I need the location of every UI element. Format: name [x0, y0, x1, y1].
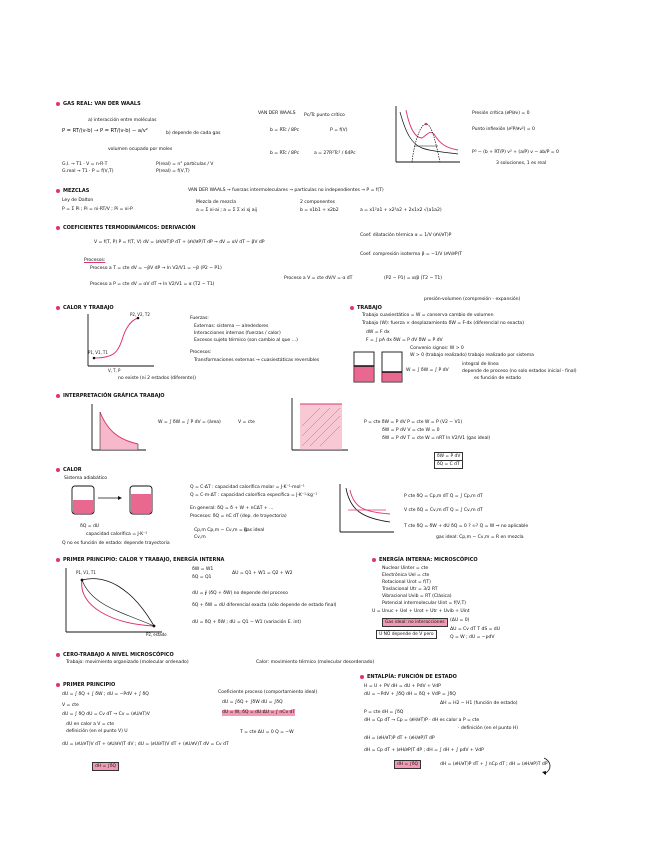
bullet-icon	[372, 558, 376, 562]
calor-l6: Cv,m	[194, 535, 206, 540]
section-title-gas-real: GAS REAL: VAN DER WAALS	[56, 101, 141, 107]
vdw-eq2: a = 27R²Tc² / 64Pc	[314, 151, 356, 156]
bullet-icon	[56, 468, 60, 472]
coef-l3: Coef. compresión isoterma β = −1/V (∂V/∂P)T	[360, 252, 462, 257]
ei-r5: Vibracional Uvib = RT (Clásica)	[382, 594, 452, 599]
f-title: Fuerzas:	[190, 316, 209, 321]
ei-r7: U = Unuc + Uel + Urot + Utr + Uvib + Uint	[372, 609, 470, 614]
mezclas-l2: P = Σ Pi ; Pi = ni·RT/V ; Pi = xi·P	[62, 207, 133, 212]
g-label2: P2, V2, T2	[130, 312, 150, 317]
mezclas-mid4: 2 componentes	[300, 200, 335, 205]
vdw-eq1b: b = RTc / 8Pc	[270, 151, 300, 156]
f2: Interacciones internas (fuerzas / calor)	[194, 331, 281, 336]
primer-e2: δQ = Q1	[192, 575, 212, 580]
ent-r3: ΔH = H2 − H1 (función de estado)	[440, 701, 518, 706]
mezclas-mid2: Mezcla de mezcla	[196, 200, 237, 205]
bullet-icon	[56, 306, 60, 310]
vdw-pc: Pc/Tc punto crítico	[304, 113, 345, 118]
trabajo-l9: depende de proceso (no solo estados inicial - final)	[462, 369, 577, 374]
ent-r6: · definición (en el punto H)	[458, 726, 518, 731]
primer-e5: δQ + δW = dU diferencial exacta (sólo depende de estado final)	[192, 603, 337, 608]
trabajo-l2: Trabajo (W): fuerza × desplazamiento δW = F·dx (diferencial no exacta)	[362, 321, 524, 326]
ei-r9: (ΔU = 0)	[450, 618, 470, 623]
trabajo-l1b: presión-volumen (compresión - expansión)	[424, 297, 521, 302]
ent-l4: dU en calor a V = cte	[66, 722, 115, 727]
bullet-icon	[56, 558, 60, 562]
ent-r-box: dH = ∫δQ	[394, 760, 421, 769]
ent-r1: H = U + PV dH = dU + PdV + VdP	[364, 684, 441, 689]
interp-r2: δW = P dV V = cte W = 0	[382, 428, 440, 433]
section-title-primer: PRIMER PRINCIPIO: CALOR Y TRABAJO, ENERGÍA INTERNA	[56, 557, 224, 563]
section-title-energia-interna: ENERGÍA INTERNA: MICROSCÓPICO	[372, 557, 478, 563]
bullet-icon	[56, 683, 60, 687]
ent-m1: Coeficiente proceso (comportamiento ideal)	[218, 690, 318, 695]
trabajo-l6: W > 0 (trabajo realizado) trabajo realizado por sistema	[410, 353, 534, 358]
trabajo-l7: W = ∫ δW = ∫ P dV	[406, 368, 449, 373]
coef-l2: Coef. dilatación térmica α = 1/V (∂V/∂T)P	[360, 233, 452, 238]
ei-box: Gas ideal: no interacciones	[382, 618, 448, 627]
coef-l8: (P2 − P1) = α/β (T2 − T1)	[384, 276, 443, 281]
primer-e6: dU = δQ + δW ; dU = Q1 − W1 (variación E. int)	[192, 620, 301, 625]
trabajo-l10: es función de estado	[474, 376, 521, 381]
mezclas-mid5: b = x1b1 + x2b2	[300, 208, 339, 213]
state-gr: G.real → T1 · P = f(V,T)	[62, 169, 114, 174]
vdw-label: VAN DER WAALS	[258, 111, 296, 116]
coef-l5: Proceso a T = cte dV = −βV dP → ln V2/V1 = −β (P2 − P1)	[90, 266, 222, 271]
state-path-plot	[84, 312, 164, 374]
primer-e4: dU = ∮ (δQ + δW) no depende del proceso	[192, 591, 288, 596]
ent-l1: dU = ∫ δQ + ∫ δW ; dU = −PdV + ∫ δQ	[62, 692, 149, 697]
section-title-trabajo: TRABAJO	[350, 305, 382, 311]
calor-l10: Q no es función de estado: depende trayectoria	[62, 541, 170, 546]
coef-l6: Proceso a V = cte dV/V = α dT	[284, 276, 353, 281]
state-p2: P(real) = f(V,T)	[156, 169, 190, 174]
calor-l2: Q = C·m·ΔT : capacidad calorífica específica = J·K⁻¹·kg⁻¹	[190, 493, 317, 498]
ent-r5: dH = Cp dT → Cp = (∂H/∂T)P · dH es calor a P = cte	[364, 718, 480, 723]
ent-m4: T = cte ΔU = 0 Q = −W	[240, 730, 294, 735]
ei-r2: Electrónica Uel = cte	[382, 573, 430, 578]
calor-l7: gas ideal	[244, 528, 265, 533]
ent-m2: dU = ∫δQ + ∫δW dU = ∫δQ	[222, 700, 283, 705]
cero-l2: Calor: movimiento térmico (molecular desordenado)	[256, 660, 375, 665]
calor-g4: gas ideal: Cp,m − Cv,m = R en mezcla	[436, 535, 524, 540]
calor-l9: capacidad calorífica = J·K⁻¹	[86, 532, 148, 537]
right-eq3: P³ − (b + RT/P) v² + (a/P) v − ab/P = 0	[472, 150, 559, 155]
calor-l3: En general: δQ = δ + W + nCΔT + ...	[190, 506, 274, 511]
trabajo-l3: dW = F dx	[366, 330, 390, 335]
isotherm-plot	[392, 104, 462, 166]
right-eq1: Presión crítica (∂P/∂v) = 0	[472, 111, 530, 116]
trabajo-l5: Convenio signos: W > 0	[410, 346, 464, 351]
cycle-plot	[62, 566, 172, 640]
vdw-eq1: b = RTc / 8Pc	[270, 128, 300, 133]
calor-g3: T cte δQ = δW + dU δQ = 0 ? ∞? Q = W ⇒ no aplicable	[404, 524, 529, 529]
section-title-primer-2: PRIMER PRINCIPIO	[56, 682, 115, 688]
heat-process-plot	[336, 482, 396, 538]
heat-container-icon	[70, 482, 166, 522]
vdw-eq3: P = f(V)	[330, 128, 348, 133]
section-title-mezclas: MEZCLAS	[56, 188, 89, 194]
trabajo-l4: F = ∫ pA dx δW = P dV δW = P dV	[366, 338, 443, 343]
eq-note-b: b) depende de cada gas	[166, 131, 221, 136]
section-title-calor-trabajo: CALOR Y TRABAJO	[56, 305, 114, 311]
interp-box2: δQ = C dT	[434, 460, 463, 469]
bullet-icon	[56, 226, 60, 230]
mezclas-l1: Ley de Dalton	[62, 198, 94, 203]
interp-r3: δW = P dV T = cte W = nRT ln V2/V1 (gas ideal)	[382, 436, 491, 441]
ei-r11: Q = W ; dU = −pdV	[450, 635, 495, 640]
trabajo-l8: integral de línea	[462, 362, 499, 367]
ent-r2: dU = −PdV + ∫δQ dH = δQ + VdP = ∫δQ	[364, 692, 456, 697]
mezclas-mid6: a = x1²a1 + x2²a2 + 2x1x2 √(a1a2)	[360, 208, 442, 213]
ei-r3: Rotacional Urot = f(T)	[382, 580, 431, 585]
ent-r8: dH = Cp dT + (∂H/∂P)T dP ; dH = ∫ dH + ∫ pdV + VdP	[364, 748, 484, 753]
section-title-entalpia: ENTALPÍA: FUNCIÓN DE ESTADO	[360, 674, 457, 680]
eq-note-a: a) interacción entre moléculas	[88, 118, 157, 123]
piston-icon	[352, 346, 408, 386]
primer-e1: δW = W1	[192, 567, 214, 572]
ent-r9: dH = (∂H/∂T)P dT + ∫ nCp dT ; dH = (∂H/∂P)T dP	[440, 762, 548, 767]
section-title-cero: CERO-TRABAJO A NIVEL MICROSCÓPICO	[56, 652, 174, 658]
interp-eq1: W = ∫ δW = ∫ P dV = (área)	[158, 420, 221, 425]
mezclas-mid1: VAN DER WAALS → fuerzas intermoleculares → partículas no independientes → P = f(T)	[188, 188, 384, 193]
primer-e3: ΔU = Q1 + W1 = Q2 + W2	[232, 571, 293, 576]
f3: Excesos sujeto térmico (son cambio al que …)	[194, 338, 298, 343]
work-area-plot-1	[88, 402, 148, 456]
state-p1: P(real) = n° partículas / V	[156, 162, 214, 167]
trabajo-l1: Trabajo cuasiestático = W = conserva cambio de volumen	[362, 313, 494, 318]
bullet-icon	[360, 675, 364, 679]
eq-vdw-main: P = RT/(v-b) → P = RT/(v-b) − a/v²	[62, 128, 148, 134]
g-label1: P1, V1, T1	[88, 350, 108, 355]
coef-l1: V = f(T, P) P = f(T, V) dV = (∂V/∂T)P dT + (∂V/∂P)T dP → dV = αV dT − βV dP	[94, 240, 265, 245]
interp-r1: P = cte δW = P dV P = cte W = P (V2 − V1)	[364, 420, 463, 425]
p-title: Procesos:	[190, 350, 212, 355]
ent-r7: dH = (∂H/∂T)P dT + (∂H/∂P)T dP	[364, 736, 435, 741]
ent-l5: definición (en el punto V) U	[66, 729, 128, 734]
right-eq2: Punto inflexión (∂²P/∂v²) = 0	[472, 127, 535, 132]
section-title-calor: CALOR	[56, 467, 82, 473]
calor-g1: P cte δQ = Cp,m dT Q = ∫ Cp,m dT	[404, 494, 483, 499]
ei-r4: Traslacional Utr = 3/2 RT	[382, 587, 438, 592]
ent-l3: dU = ∫ δQ dU = Cv dT → Cv = (∂U/∂T)V	[62, 712, 150, 717]
interp-box1: δW = P dV	[434, 452, 463, 461]
p1: Transformaciones externas → cuasiestáticas reversibles	[194, 358, 320, 363]
ent-m3: dU = W, δQ = dU ΔU = ∫ nCv dT	[222, 710, 296, 715]
coef-l7: Proceso a P = cte dV = αV dT → ln V2/V1 = α (T2 − T1)	[90, 282, 215, 287]
calor-l1: Q = C·ΔT : capacidad calorífica molar = J·K⁻¹·mol⁻¹	[190, 485, 305, 490]
f1: Externas: sistema — alrededores	[194, 324, 269, 329]
ent-box: dH = ∫δQ	[92, 762, 119, 771]
bullet-icon	[56, 394, 60, 398]
calor-sub: Sistema adiabático	[64, 476, 108, 481]
ent-r4: P = cte dH = ∫δQ	[364, 710, 404, 715]
bullet-icon	[56, 653, 60, 657]
bullet-icon	[56, 189, 60, 193]
calor-l5: Cp,m Cp,m − Cv,m = R	[194, 528, 248, 533]
ent-l2: V = cte	[62, 703, 79, 708]
calor-g2: V cte δQ = Cv,m dT Q = ∫ Cv,m dT	[404, 508, 483, 513]
work-area-plot-2	[288, 396, 350, 456]
bullet-icon	[350, 306, 354, 310]
state-gi: G.I. → T1 · V = n·R·T	[62, 162, 108, 167]
calor-l8: δQ = dU	[80, 524, 100, 529]
calor-l4: Procesos: δQ = nC dT (dep. de trayectoria)	[190, 514, 287, 519]
ei-r6: Potencial intermolecular Uint = f(V,T)	[382, 601, 467, 606]
g-axis: V, T, P	[108, 368, 121, 373]
ent-l6: dU = (∂U/∂T)V dT + (∂U/∂V)T dV ; dU = (∂U/∂T)V dT + (∂U/∂V)T dV = Cv dT	[62, 742, 229, 747]
g-note: no existe (ni 2 estados (diferente))	[118, 376, 197, 381]
curved-arrow-icon	[540, 756, 556, 776]
coef-l4: Procesos:	[84, 258, 106, 263]
cycle-label: P1, V1, T1	[76, 570, 96, 575]
cycle-end: P2, estado	[146, 632, 167, 637]
eq-note-c: volumen ocupado por moles	[108, 147, 173, 152]
ei-box2: U NO depende de V pero	[376, 630, 437, 639]
ei-r1: Nuclear Uinter = cte	[382, 566, 429, 571]
ei-r8: ΔU = Cv dT T dS = dU	[450, 627, 500, 632]
right-eq4: 3 soluciones, 1 es real	[496, 161, 547, 166]
interp-eq2: V = cte	[238, 420, 255, 425]
section-title-coeficientes: COEFICIENTES TERMODINÁMICOS: DERIVACIÓN	[56, 225, 196, 231]
bullet-icon	[56, 102, 60, 106]
cero-l1: Trabajo: movimiento organizado (molecular ordenado)	[66, 660, 189, 665]
mezclas-mid3: a = Σ xi·ai ; a = Σ Σ xi xj aij	[196, 208, 257, 213]
section-title-interpretacion: INTERPRETACIÓN GRÁFICA TRABAJO	[56, 393, 165, 399]
